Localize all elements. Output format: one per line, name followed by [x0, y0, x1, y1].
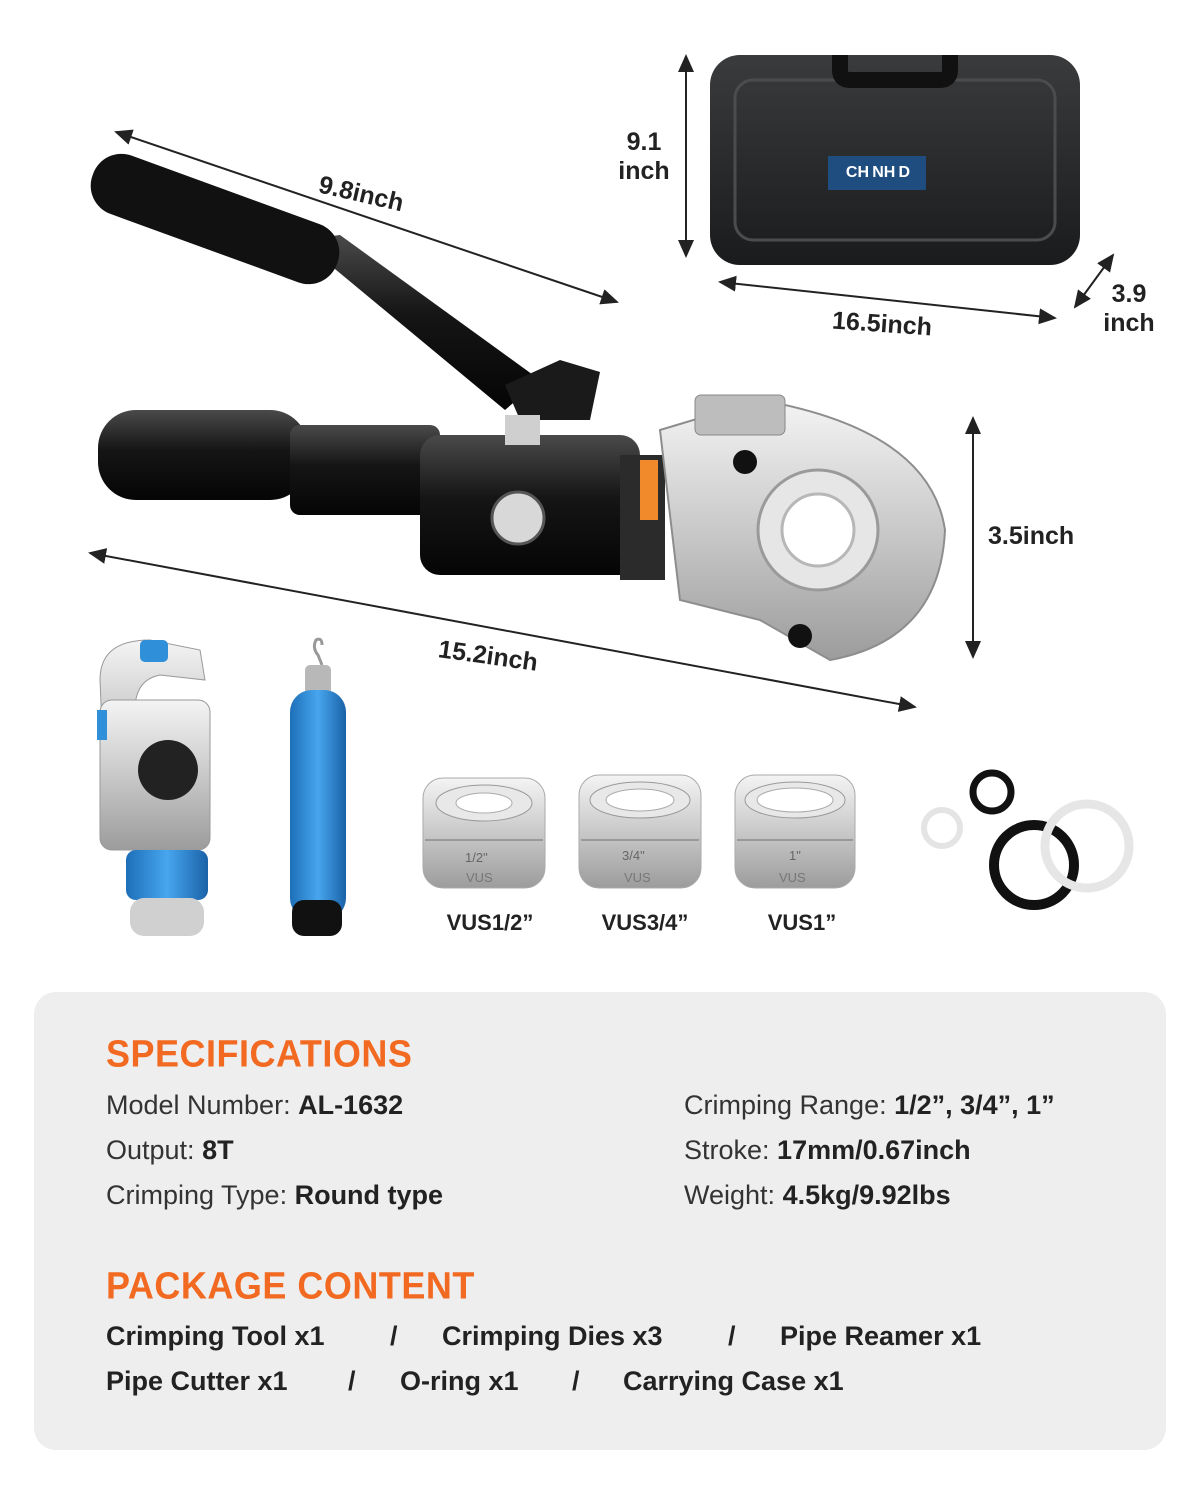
spec-key: Model Number:: [106, 1090, 299, 1120]
package-item-crimping-dies: Crimping Dies x3: [442, 1321, 663, 1351]
spec-value: 4.5kg/9.92lbs: [782, 1180, 951, 1210]
die-sub-3: VUS: [779, 870, 806, 885]
package-separator: /: [572, 1366, 580, 1396]
spec-key: Crimping Range:: [684, 1090, 895, 1120]
die-stamp-3: 1": [789, 848, 801, 863]
spec-model: [106, 1090, 403, 1121]
case-height-value: 9.1: [626, 128, 662, 156]
carrying-case-image: [710, 55, 1080, 265]
die-sub-1: VUS: [466, 870, 493, 885]
spec-value: 17mm/0.67inch: [777, 1135, 971, 1165]
spec-crimping-range: [684, 1090, 1055, 1121]
package-item-o-ring: O-ring x1: [400, 1366, 519, 1396]
spec-value: AL-1632: [298, 1090, 404, 1120]
spec-weight: [684, 1180, 951, 1211]
pipe-reamer-image: [290, 639, 346, 936]
case-width-label: 16.5inch: [831, 306, 933, 342]
package-separator: /: [348, 1366, 356, 1396]
o-rings-image: [924, 773, 1129, 905]
spec-key: Weight:: [684, 1180, 783, 1210]
spec-key: Crimping Type:: [106, 1180, 295, 1210]
brand-logo: CH NH D: [845, 164, 911, 181]
spec-value: 1/2”, 3/4”, 1”: [894, 1090, 1055, 1120]
spec-crimping-type: [106, 1180, 443, 1211]
die-label-1: VUS1/2”: [446, 910, 534, 935]
package-item-pipe-cutter: Pipe Cutter x1: [106, 1366, 288, 1396]
die-sub-2: VUS: [624, 870, 651, 885]
case-depth-label: [1097, 280, 1161, 338]
tool-length-label: 15.2inch: [436, 635, 540, 677]
case-depth-unit: inch: [1103, 308, 1155, 337]
spec-stroke: [684, 1135, 971, 1166]
package-item-crimping-tool: Crimping Tool x1: [106, 1321, 325, 1351]
die-label-3: VUS1”: [767, 910, 837, 935]
pipe-cutter-image: [97, 640, 210, 936]
package-item-pipe-reamer: Pipe Reamer x1: [780, 1321, 982, 1351]
die-stamp-1: 1/2": [465, 850, 488, 865]
spec-value: 8T: [202, 1135, 234, 1165]
specifications-heading: SPECIFICATIONS: [106, 1031, 413, 1075]
spec-key: Stroke:: [684, 1135, 778, 1165]
head-height-label: 3.5inch: [988, 522, 1075, 550]
spec-output: [106, 1135, 234, 1166]
handle-length-label: 9.8inch: [316, 170, 407, 218]
package-separator: /: [390, 1321, 398, 1351]
spec-value: Round type: [294, 1180, 444, 1210]
package-separator: /: [728, 1321, 736, 1351]
case-depth-value: 3.9: [1111, 280, 1147, 308]
package-item-carrying-case: Carrying Case x1: [623, 1366, 844, 1396]
die-stamp-2: 3/4": [622, 848, 645, 863]
case-height-unit: inch: [618, 156, 670, 185]
package-heading: PACKAGE CONTENT: [106, 1263, 475, 1307]
case-height-label: [612, 128, 676, 186]
die-label-2: VUS3/4”: [601, 910, 689, 935]
spec-key: Output:: [106, 1135, 203, 1165]
